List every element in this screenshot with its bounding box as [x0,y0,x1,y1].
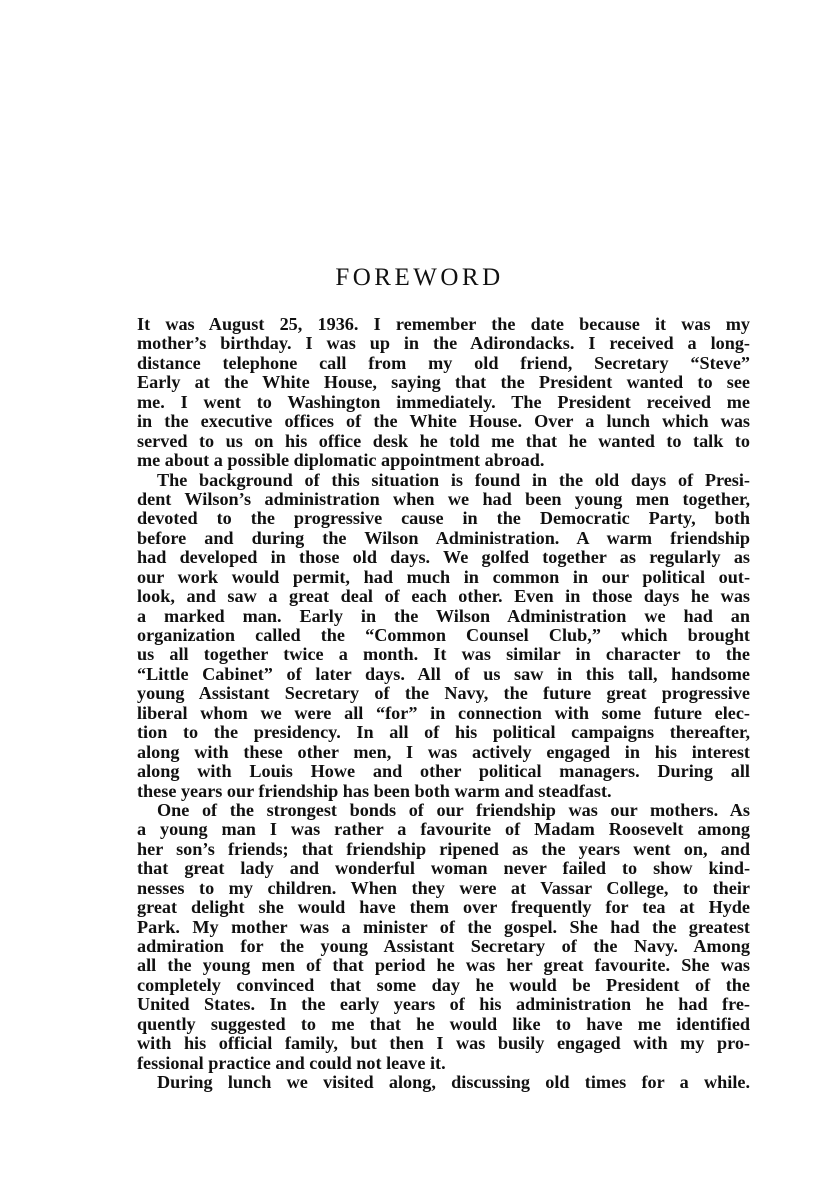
text-line: quently suggested to me that he would like to have me identified [137,1014,750,1034]
foreword-text [137,315,750,1093]
text-line: all the young men of that period he was her great favourite. She was [137,956,750,976]
text-line: Early at the White House, saying that the President wanted to see [137,373,750,393]
text-line: a marked man. Early in the Wilson Administration we had an [137,606,750,626]
text-line: During lunch we visited along, discussing old times for a while. [157,1073,750,1093]
text-line: look, and saw a great deal of each other. Even in those days he was [137,587,750,607]
text-line: admiration for the young Assistant Secretary of the Navy. Among [137,937,750,956]
paragraph [137,801,750,1073]
text-line: along with these other men, I was actively engaged in his interest [137,742,750,762]
text-line: young Assistant Secretary of the Navy, the future great progressive [137,684,750,704]
text-line: us all together twice a month. It was similar in character to the [137,645,750,665]
text-line: before and during the Wilson Administration. A warm friendship [137,528,750,548]
text-line: Park. My mother was a minister of the gospel. She had the greatest [137,917,750,937]
paragraph [137,315,750,471]
text-line: It was August 25, 1936. I remember the date because it was my [137,315,750,334]
text-line: her son’s friends; that friendship ripened as the years went on, and [137,839,750,859]
text-line: United States. In the early years of his administration he had fre- [137,995,750,1015]
text-line: me about a possible diplomatic appointment abroad. [137,451,545,471]
text-line: nesses to my children. When they were at Vassar College, to their [137,878,750,898]
text-line: distance telephone call from my old friend, Secretary “Steve” [137,353,750,373]
text-line: dent Wilson’s administration when we had been young men together, [137,489,750,509]
text-line: One of the strongest bonds of our friendship was our mothers. As [157,800,750,820]
text-line: organization called the “Common Counsel Club,” which brought [137,626,750,645]
text-line: fessional practice and could not leave it. [137,1053,446,1073]
text-line: The background of this situation is found in the old days of Presi- [157,470,750,490]
text-line: liberal whom we were all “for” in connection with some future elec- [137,703,750,723]
paragraph [137,471,750,801]
text-line: devoted to the progressive cause in the Democratic Party, both [137,509,750,529]
page-title: FOREWORD [335,264,504,291]
text-line: “Little Cabinet” of later days. All of us saw in this tall, handsome [137,664,750,684]
text-line: served to us on his office desk he told me that he wanted to talk to [137,431,750,451]
text-line: completely convinced that some day he would be President of the [137,975,750,995]
paragraph [137,1073,750,1092]
text-line: along with Louis Howe and other political managers. During all [137,762,750,782]
text-line: in the executive offices of the White House. Over a lunch which was [137,412,750,432]
text-line: had developed in those old days. We golfed together as regularly as [137,548,750,568]
text-line: our work would permit, had much in common in our political out- [137,567,750,587]
text-line: tion to the presidency. In all of his political campaigns thereafter, [137,723,750,743]
text-line: these years our friendship has been both warm and steadfast. [137,781,612,801]
text-line: a young man I was rather a favourite of Madam Roosevelt among [137,820,750,840]
text-line: me. I went to Washington immediately. The President received me [137,392,750,412]
text-line: great delight she would have them over frequently for tea at Hyde [137,898,750,918]
text-line: mother’s birthday. I was up in the Adirondacks. I received a long- [137,334,750,354]
text-line: with his official family, but then I was busily engaged with my pro- [137,1034,750,1054]
text-line: that great lady and wonderful woman never failed to show kind- [137,859,750,879]
